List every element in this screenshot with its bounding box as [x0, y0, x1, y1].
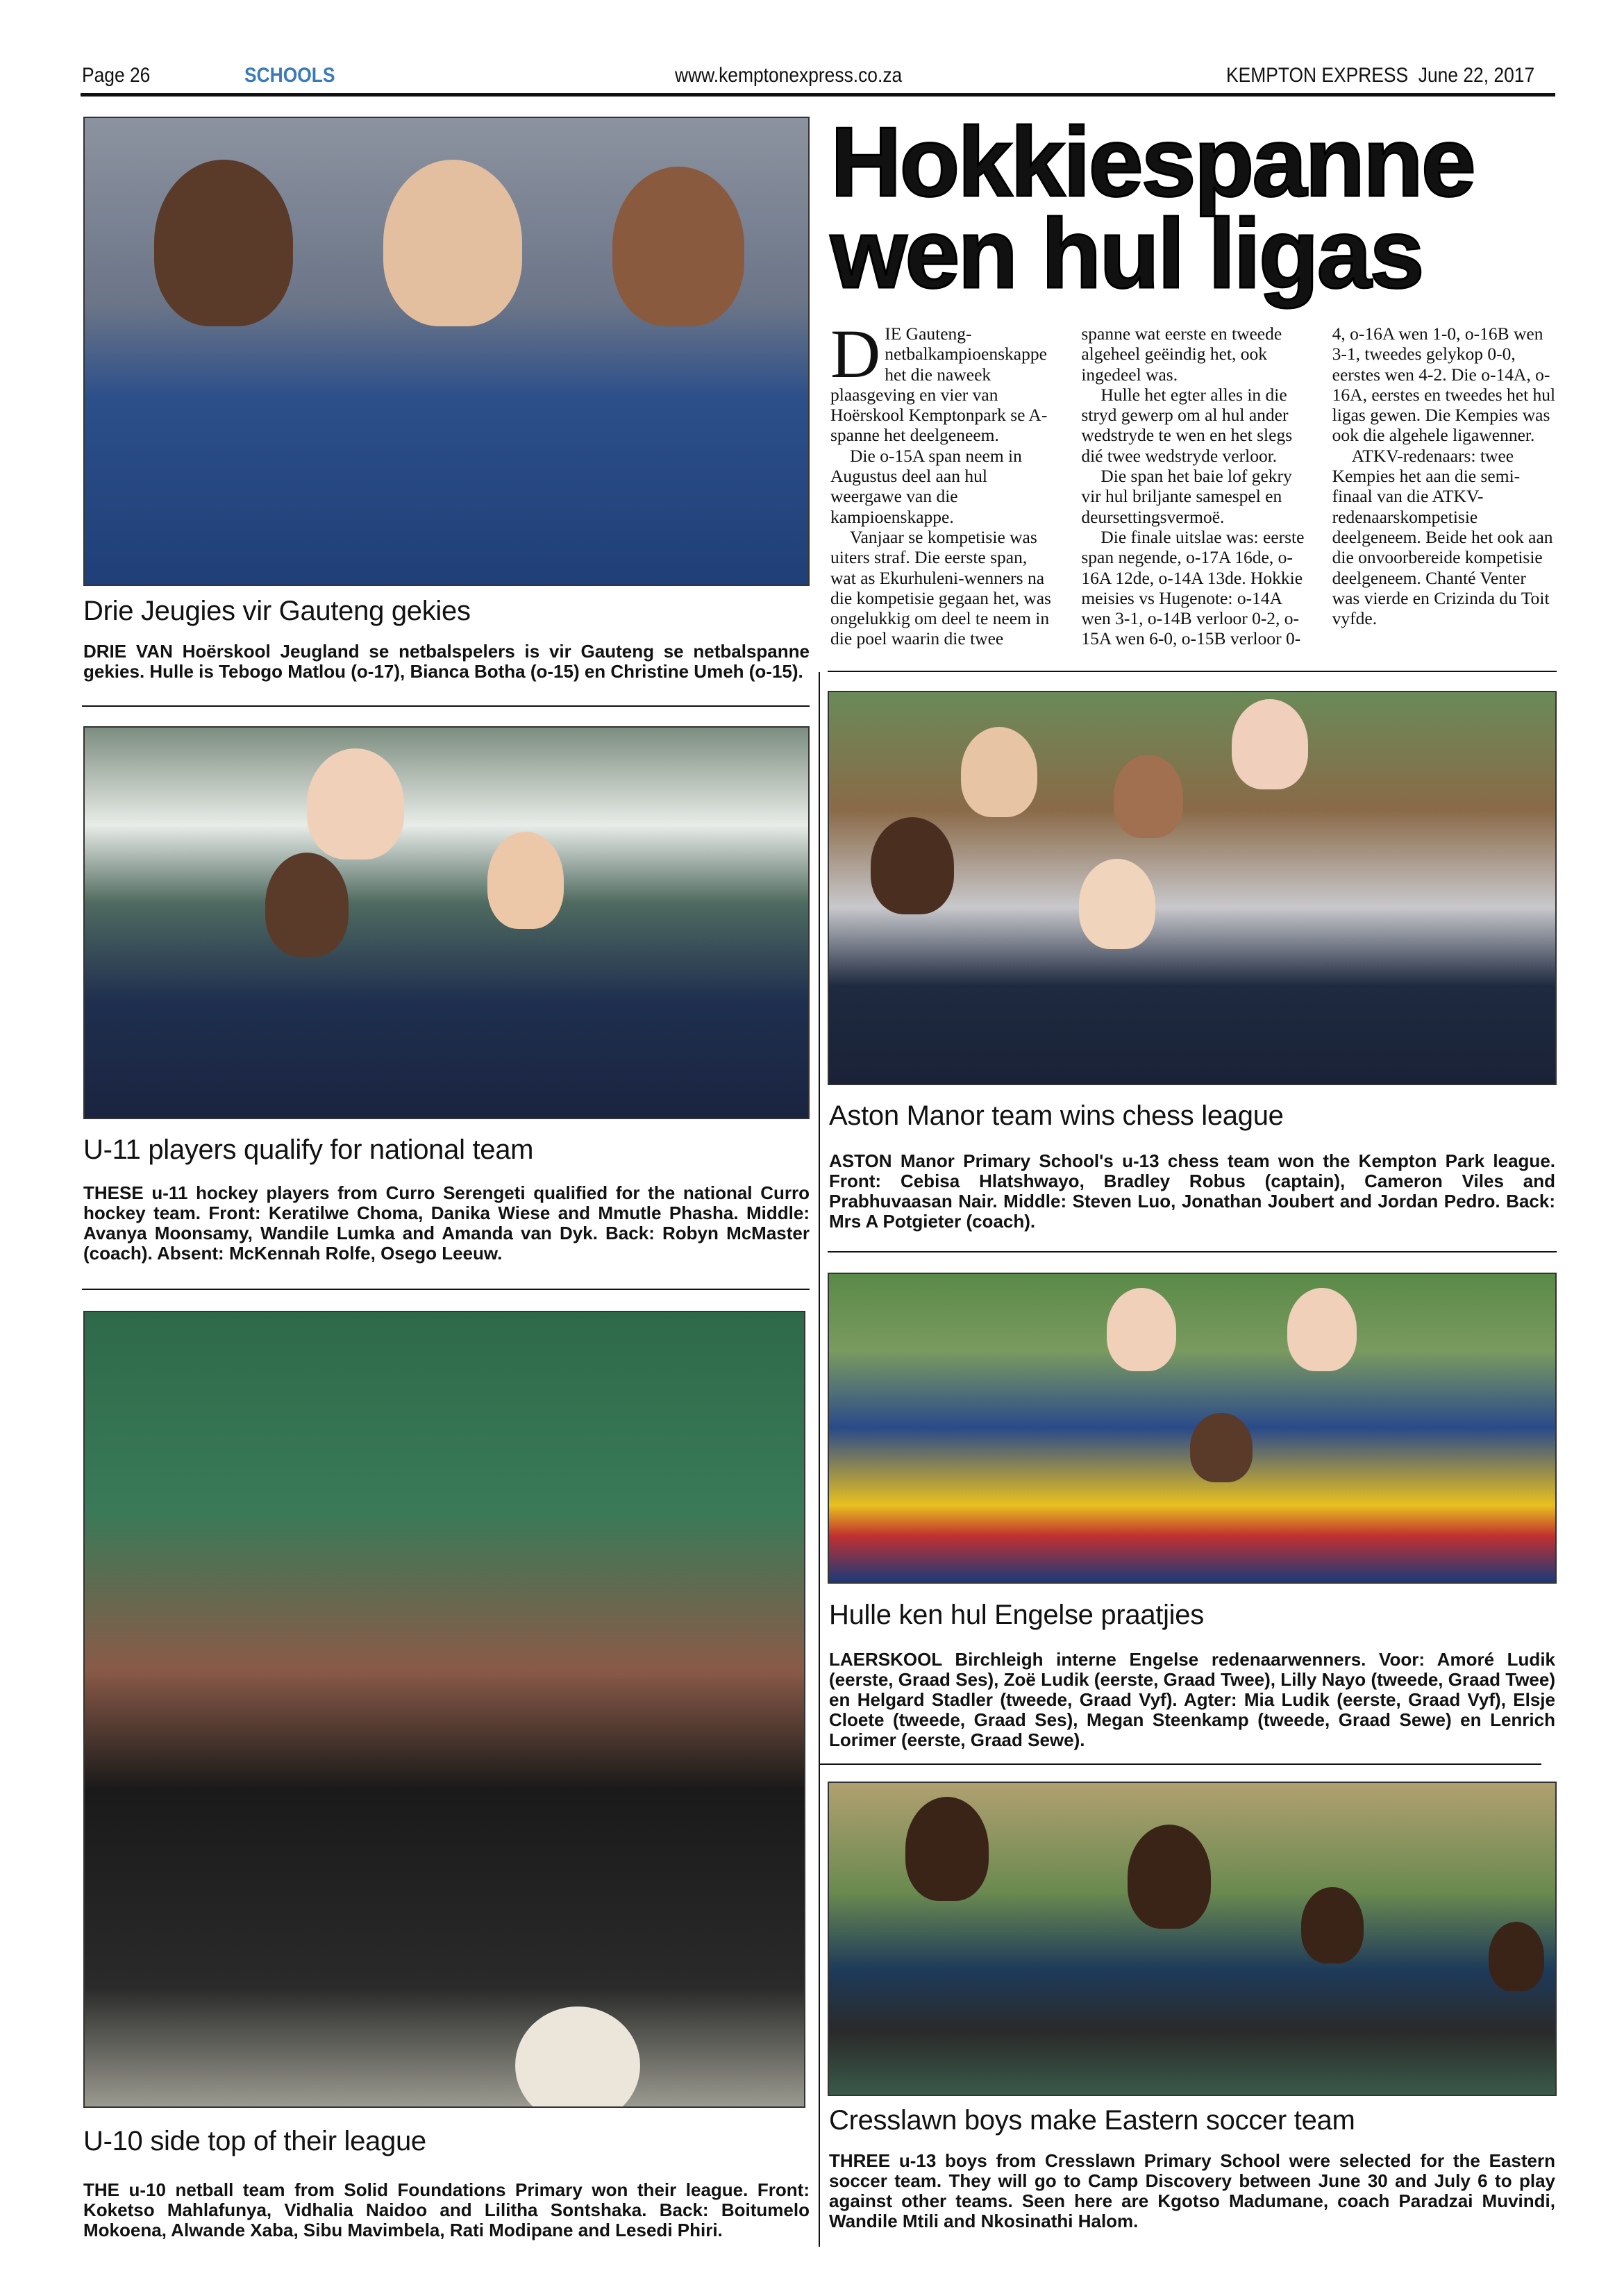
page-number: Page 26: [82, 64, 151, 87]
article-paragraph: IE Gauteng-netbalkampioenskappe het die naweek plaasgeving en vier van Hoërskool Kemptonpark se A-spanne het deelgeneem.: [830, 324, 1048, 446]
story-caption: ASTON Manor Primary School's u-13 chess team won the Kempton Park league. Front: Cebisa Hlatshwayo, Bradley Robus (captain), Cameron Viles and Prabhuvaasan Nair. Middle: Steven Luo, Jonathan Joubert and Jordan Pedro. Back: Mrs A Potgieter (coach).: [829, 1150, 1555, 1232]
story-caption: THREE u-13 boys from Cresslawn Primary School were selected for the Eastern soccer team. They will go to Camp Discovery between June 30 and July 6 to play against other teams. Seen here are Kgotso Madumane, coach Paradzai Muvindi, Wandile Mtili and Nkosinathi Halom.: [829, 2150, 1555, 2231]
article-paragraph: Hulle het egter alles in die stryd gewerp om al hul ander wedstryde te wen en het slegs dié twee wedstryde verloor.: [1081, 384, 1293, 466]
article-paragraph: Die finale uitslae was: eerste span negende, o-17A 16de, o-16A 12de, o-14A 13de. Hokkie meisies vs Hugenote: o-14A wen 3-1, o-14B verloor 0-2, o-15A wen 6-0, o-15B verloor 0-4, o-16A wen 1-0, o-16B wen 3-1, tweedes gelykop 0-0, eerstes wen 4-2. Die o-14A, o-16A, eerstes en tweedes het hul ligas gewen. Die Kempies was ook die algehele ligawenner.: [1081, 324, 1556, 649]
divider: [82, 1289, 810, 1290]
article-paragraph: Die o-15A span neem in Augustus deel aan hul weergawe van die kampioenskappe.: [830, 445, 1022, 527]
story-caption: THE u-10 netball team from Solid Foundations Primary won their league. Front: Koketso Mahlafunya, Vidhalia Naidoo and Lilitha Sontshaka. Back: Boitumelo Mokoena, Alwande Xaba, Sibu Mavimbela, Rati Modipane and Lesedi Phiri.: [83, 2179, 810, 2240]
header-rule: [81, 93, 1555, 97]
drop-cap: D: [830, 315, 881, 392]
divider: [828, 1251, 1557, 1252]
story-title: Cresslawn boys make Eastern soccer team: [829, 2105, 1355, 2136]
photo-aston-manor-chess-team: [828, 691, 1557, 1085]
article-paragraph: Vanjaar se kompetisie was uiters straf. Die eerste span, wat as Ekurhuleni-wenners na die kompetisie gegaan het, was ongelukkig om deel te neem in die poel waarin die twee spanne wat eerste en tweede algeheel geëindig het, ook ingedeel was.: [830, 324, 1282, 649]
story-title: U-10 side top of their league: [83, 2126, 426, 2156]
headline-line-1: Hokkiespanne: [830, 107, 1474, 217]
story-title: Hulle ken hul Engelse praatjies: [829, 1600, 1204, 1630]
divider: [82, 705, 810, 707]
divider: [819, 1763, 1541, 1765]
website-url[interactable]: www.kemptonexpress.co.za: [675, 64, 903, 87]
paper-date: KEMPTON EXPRESS June 22, 2017: [1226, 64, 1535, 87]
photo-solid-foundations-netball-team: [83, 1311, 805, 2108]
photo-birchleigh-speech-winners: [828, 1273, 1557, 1584]
divider: [828, 671, 1557, 672]
main-headline: [830, 107, 1474, 309]
main-article-body: [830, 315, 1557, 657]
story-title: Drie Jeugies vir Gauteng gekies: [83, 596, 471, 626]
story-title: U-11 players qualify for national team: [83, 1134, 534, 1165]
story-title: Aston Manor team wins chess league: [829, 1100, 1284, 1131]
photo-curro-hockey-players: [83, 726, 810, 1119]
headline-line-2: wen hul ligas: [830, 199, 1423, 309]
story-caption: THESE u-11 hockey players from Curro Serengeti qualified for the national Curro hockey team. Front: Keratilwe Choma, Danika Wiese and Mmutle Phasha. Middle: Avanya Moonsamy, Wandile Lumka and Amanda van Dyk. Back: Robyn McMaster (coach). Absent: McKennah Rolfe, Osego Leeuw.: [83, 1182, 810, 1264]
story-caption: DRIE VAN Hoërskool Jeugland se netbalspelers is vir Gauteng se netbalspanne gekies. Hulle is Tebogo Matlou (o-17), Bianca Botha (o-15) en Christine Umeh (o-15).: [83, 641, 810, 682]
section-label: SCHOOLS: [244, 64, 335, 87]
photo-cresslawn-soccer-boys: [828, 1782, 1557, 2096]
story-caption: LAERSKOOL Birchleigh interne Engelse redenaarwenners. Voor: Amoré Ludik (eerste, Graad Ses), Zoë Ludik (eerste, Graad Twee), Lilly Nayo (tweede, Graad Twee) en Helgard Stadler (tweede, Graad Vyf). Agter: Mia Ludik (eerste, Graad Vyf), Elsje Cloete (tweede, Graad Ses), Megan Steenkamp (tweede, Graad Sewe) en Lenrich Lorimer (eerste, Graad Sewe).: [829, 1649, 1555, 1750]
article-paragraph: Die span het baie lof gekry vir hul briljante samespel en deursettingsvermoë.: [1081, 466, 1292, 527]
photo-jeugland-netball-players: [83, 117, 810, 586]
article-paragraph: ATKV-redenaars: twee Kempies het aan die semi-finaal van die ATKV-redenaarskompetisie deelgeneem. Beide het ook aan die onvoorbereide kompetisie deelgeneem. Chanté Venter was vierde en Crizinda du Toit vyfde.: [1332, 445, 1553, 629]
column-divider: [819, 672, 820, 2247]
